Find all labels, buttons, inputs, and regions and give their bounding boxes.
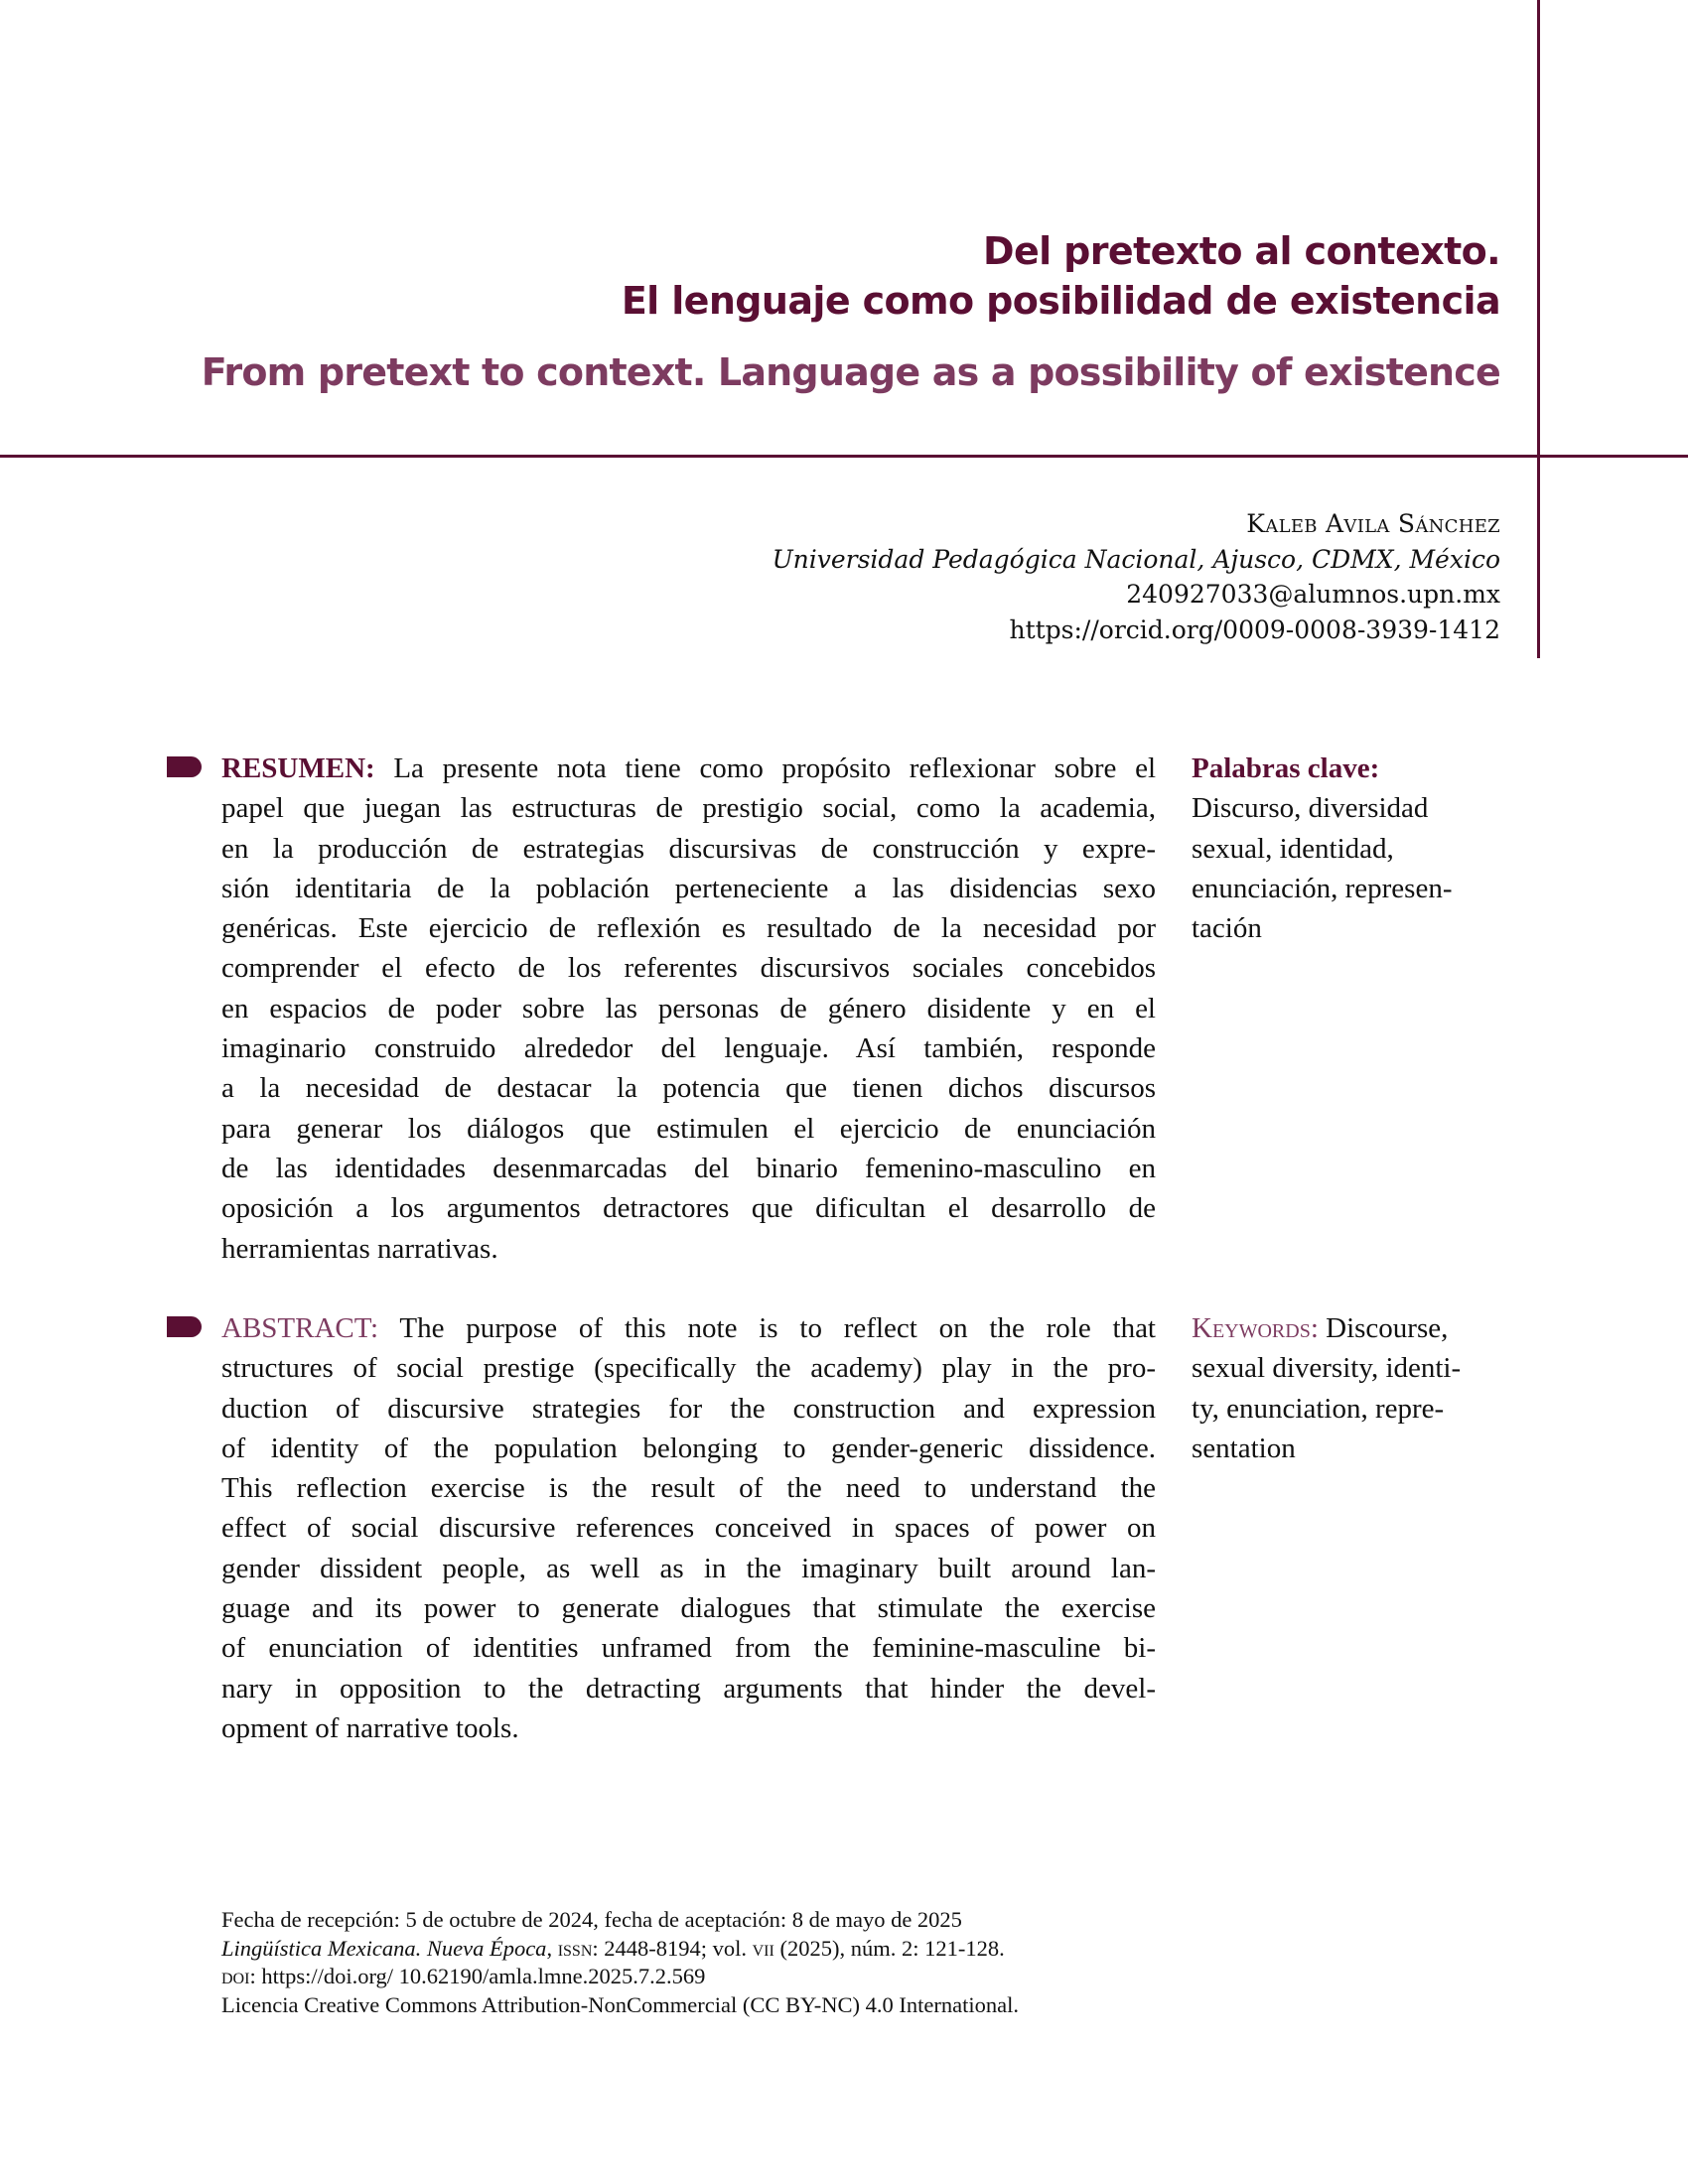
- keywords-line: sexual diversity, identi-: [1192, 1352, 1462, 1385]
- title-es-line-2: El lenguaje como posibilidad de existencia: [621, 279, 1500, 323]
- abstract-line: gender dissident people, as well as in the imaginary built around lan-: [221, 1552, 1156, 1584]
- vertical-rule: [1537, 0, 1540, 658]
- horizontal-rule: [0, 455, 1688, 458]
- issn-value: : 2448-8194; vol.: [592, 1935, 753, 1961]
- resumen-line: genéricas. Este ejercicio de reflexión es resultado de la necesidad por: [221, 912, 1156, 945]
- keywords-line: sentation: [1192, 1432, 1296, 1464]
- resumen-line: a la necesidad de destacar la potencia que tienen dichos discursos: [221, 1072, 1156, 1105]
- keywords-label: Keywords:: [1192, 1312, 1319, 1344]
- abstract-line: of identity of the population belonging to gender-generic dissidence.: [221, 1432, 1156, 1464]
- abstract-line: [221, 1308, 1156, 1348]
- palabras-clave-line: tación: [1192, 912, 1262, 945]
- palabras-clave-line: sexual, identidad,: [1192, 832, 1394, 865]
- bullet-icon: [167, 756, 202, 777]
- resumen-line: en espacios de poder sobre las personas de género disidente y en el: [221, 992, 1156, 1024]
- keywords-first-term: Discourse,: [1318, 1312, 1449, 1344]
- resumen-line: para generar los diálogos que estimulen el ejercicio de enunciación: [221, 1112, 1156, 1145]
- palabras-clave: [1192, 749, 1509, 948]
- resumen-line: sión identitaria de la población perteneciente a las disidencias sexo: [221, 872, 1156, 904]
- doi-link[interactable]: : https://doi.org/ 10.62190/amla.lmne.2025.7.2.569: [249, 1964, 706, 1988]
- dates-line: Fecha de recepción: 5 de octubre de 2024, fecha de aceptación: 8 de mayo de 2025: [221, 1907, 962, 1932]
- resumen-line: papel que juegan las estructuras de prestigio social, como la academia,: [221, 792, 1156, 825]
- abstract-line: This reflection exercise is the result of the need to understand the: [221, 1472, 1156, 1505]
- resumen-line: en la producción de estrategias discursivas de construcción y expre-: [221, 832, 1156, 865]
- journal-name: Lingüística Mexicana. Nueva Época: [221, 1935, 547, 1961]
- abstract-line: nary in opposition to the detracting arguments that hinder the devel-: [221, 1672, 1156, 1705]
- palabras-clave-line: Discurso, diversidad: [1192, 792, 1429, 825]
- abstract-line: structures of social prestige (specifically the academy) play in the pro-: [221, 1352, 1156, 1385]
- author-orcid[interactable]: https://orcid.org/0009-0008-3939-1412: [1009, 614, 1500, 644]
- abstract-line: of enunciation of identities unframed from the feminine-masculine bi-: [221, 1632, 1156, 1665]
- doi-label: doi: [221, 1964, 250, 1988]
- bullet-icon: [167, 1316, 202, 1337]
- author-block: [773, 506, 1500, 647]
- abstract-text: [221, 1308, 1156, 1748]
- abstract-line: opment of narrative tools.: [221, 1711, 519, 1744]
- publication-info: [221, 1906, 1019, 2019]
- issn-label: issn: [557, 1935, 593, 1961]
- journal-sep: ,: [546, 1935, 558, 1961]
- resumen-line: herramientas narrativas.: [221, 1232, 498, 1265]
- abstract-label: ABSTRACT:: [221, 1312, 379, 1344]
- resumen-line: [221, 749, 1156, 788]
- keywords: [1192, 1308, 1509, 1468]
- resumen-label: RESUMEN:: [221, 752, 375, 784]
- abstract-line-text: The purpose of this note is to reflect on the role that: [378, 1312, 1156, 1344]
- author-name: Kaleb Avila Sánchez: [1246, 509, 1500, 538]
- keywords-first-line: [1192, 1308, 1509, 1348]
- abstract-line: guage and its power to generate dialogues that stimulate the exercise: [221, 1592, 1156, 1625]
- author-email[interactable]: 240927033@alumnos.upn.mx: [1126, 580, 1500, 609]
- author-affiliation: Universidad Pedagógica Nacional, Ajusco, CDMX, México: [772, 544, 1500, 574]
- resumen-line: oposición a los argumentos detractores que dificultan el desarrollo de: [221, 1192, 1156, 1225]
- journal-line: [221, 1935, 1019, 1964]
- volume: vii: [752, 1935, 774, 1961]
- resumen-line-text: La presente nota tiene como propósito reflexionar sobre el: [374, 752, 1156, 784]
- resumen-line: imaginario construido alrededor del lenguaje. Así también, responde: [221, 1032, 1156, 1065]
- title-block: [202, 226, 1500, 397]
- resumen-line: comprender el efecto de los referentes discursivos sociales concebidos: [221, 952, 1156, 985]
- resumen-line: de las identidades desenmarcadas del binario femenino-masculino en: [221, 1152, 1156, 1184]
- title-en: From pretext to context. Language as a possibility of existence: [201, 350, 1500, 394]
- palabras-clave-line: enunciación, represen-: [1192, 872, 1453, 904]
- resumen-text: [221, 749, 1156, 1269]
- title-es-line-1: Del pretexto al contexto.: [983, 229, 1500, 273]
- keywords-line: ty, enunciation, repre-: [1192, 1392, 1445, 1425]
- doi-line: [221, 1963, 1019, 1991]
- palabras-clave-label: Palabras clave:: [1192, 752, 1380, 784]
- abstract-line: effect of social discursive references conceived in spaces of power on: [221, 1512, 1156, 1545]
- license-line: Licencia Creative Commons Attribution-NonCommercial (CC BY-NC) 4.0 International.: [221, 1991, 1019, 2017]
- issue-pages: (2025), núm. 2: 121-128.: [774, 1935, 1005, 1961]
- abstract-line: duction of discursive strategies for the construction and expression: [221, 1392, 1156, 1425]
